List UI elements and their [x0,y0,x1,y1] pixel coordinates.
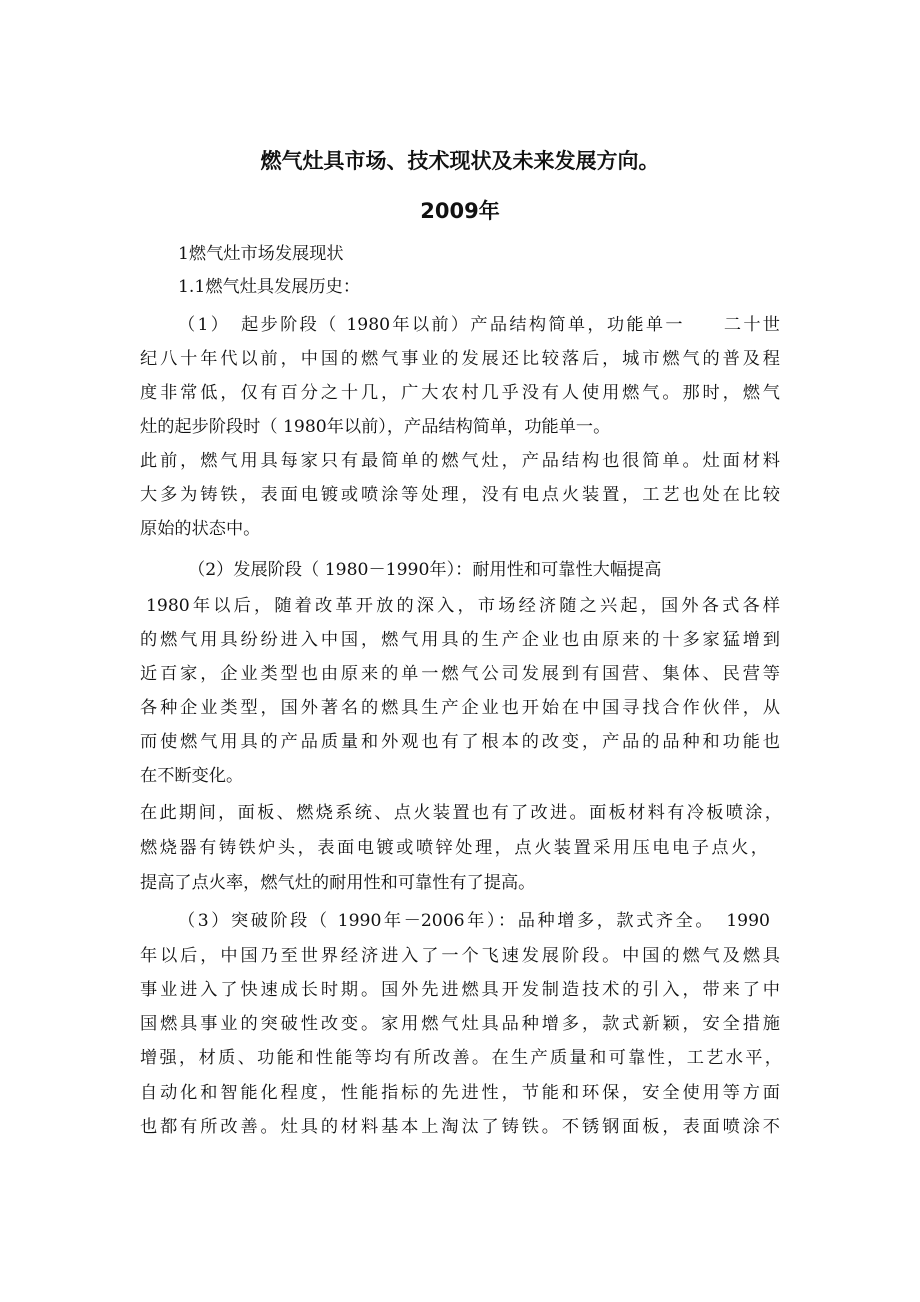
document-year: 2009年 [420,199,500,223]
paragraph-line: 度非常低，仅有百分之十几，广大农村几乎没有人使用燃气。那时，燃气 [140,383,780,403]
paragraph-line: 原始的状态中。 [140,519,261,539]
paragraph-line: 大多为铸铁，表面电镀或喷涂等处理，没有电点火装置，工艺也处在比较 [140,485,780,505]
subsection-heading-1-1: 1.1燃气灶具发展历史： [178,277,361,297]
paragraph-line: 也都有所改善。灶具的材料基本上淘汰了铸铁。不锈钢面板，表面喷涂不 [140,1117,780,1137]
paragraph-line: 在此期间，面板、燃烧系统、点火装置也有了改进。面板材料有冷板喷涂， [140,803,782,823]
paragraph-line: 燃烧器有铸铁炉头，表面电镀或喷锌处理，点火装置采用压电电子点火， [140,838,768,858]
paragraph-line: 事业进入了快速成长时期。国外先进燃具开发制造技术的引入，带来了中 [140,980,780,1000]
paragraph-line: 1980年以后，随着改革开放的深入，市场经济随之兴起，国外各式各样 [146,596,780,616]
paragraph-line: 的燃气用具纷纷进入中国，燃气用具的生产企业也由原来的十多家猛增到 [140,630,780,650]
paragraph-line: 近百家，企业类型也由原来的单一燃气公司发展到有国营、集体、民营等 [140,664,780,684]
paragraph-line: 各种企业类型，国外著名的燃具生产企业也开始在中国寻找合作伙伴，从 [140,698,780,718]
section-heading-1: 1燃气灶市场发展现状 [178,244,344,264]
paragraph-line: （1） 起步阶段（ 1980年以前）产品结构简单，功能单一 二十世 [178,315,780,335]
paragraph-line: 提高了点火率，燃气灶的耐用性和可靠性有了提高。 [140,873,536,893]
paragraph-line: 灶的起步阶段时（ 1980年以前），产品结构简单，功能单一。 [140,417,611,437]
paragraph-line: 增强，材质、功能和性能等均有所改善。在生产质量和可靠性，工艺水平， [140,1048,782,1068]
paragraph-line: 自动化和智能化程度，性能指标的先进性，节能和环保，安全使用等方面 [140,1083,780,1103]
paragraph-line: 国燃具事业的突破性改变。家用燃气灶具品种增多，款式新颖，安全措施 [140,1014,780,1034]
paragraph-line: 年以后，中国乃至世界经济进入了一个飞速发展阶段。中国的燃气及燃具 [140,946,780,966]
paragraph-line: 此前，燃气用具每家只有最简单的燃气灶，产品结构也很简单。灶面材料 [140,451,780,471]
paragraph-line: 纪八十年代以前，中国的燃气事业的发展还比较落后，城市燃气的普及程 [140,349,780,369]
paragraph-line: （2）发展阶段（ 1980－1990年）：耐用性和可靠性大幅提高 [188,560,662,580]
document-title: 燃气灶具市场、技术现状及未来发展方向。 [260,148,660,173]
paragraph-line: 在不断变化。 [140,766,244,786]
paragraph-line: （3）突破阶段（ 1990年－2006年）：品种增多，款式齐全。 1990 [178,911,770,931]
paragraph-line: 而使燃气用具的产品质量和外观也有了根本的改变，产品的品种和功能也 [140,732,780,752]
